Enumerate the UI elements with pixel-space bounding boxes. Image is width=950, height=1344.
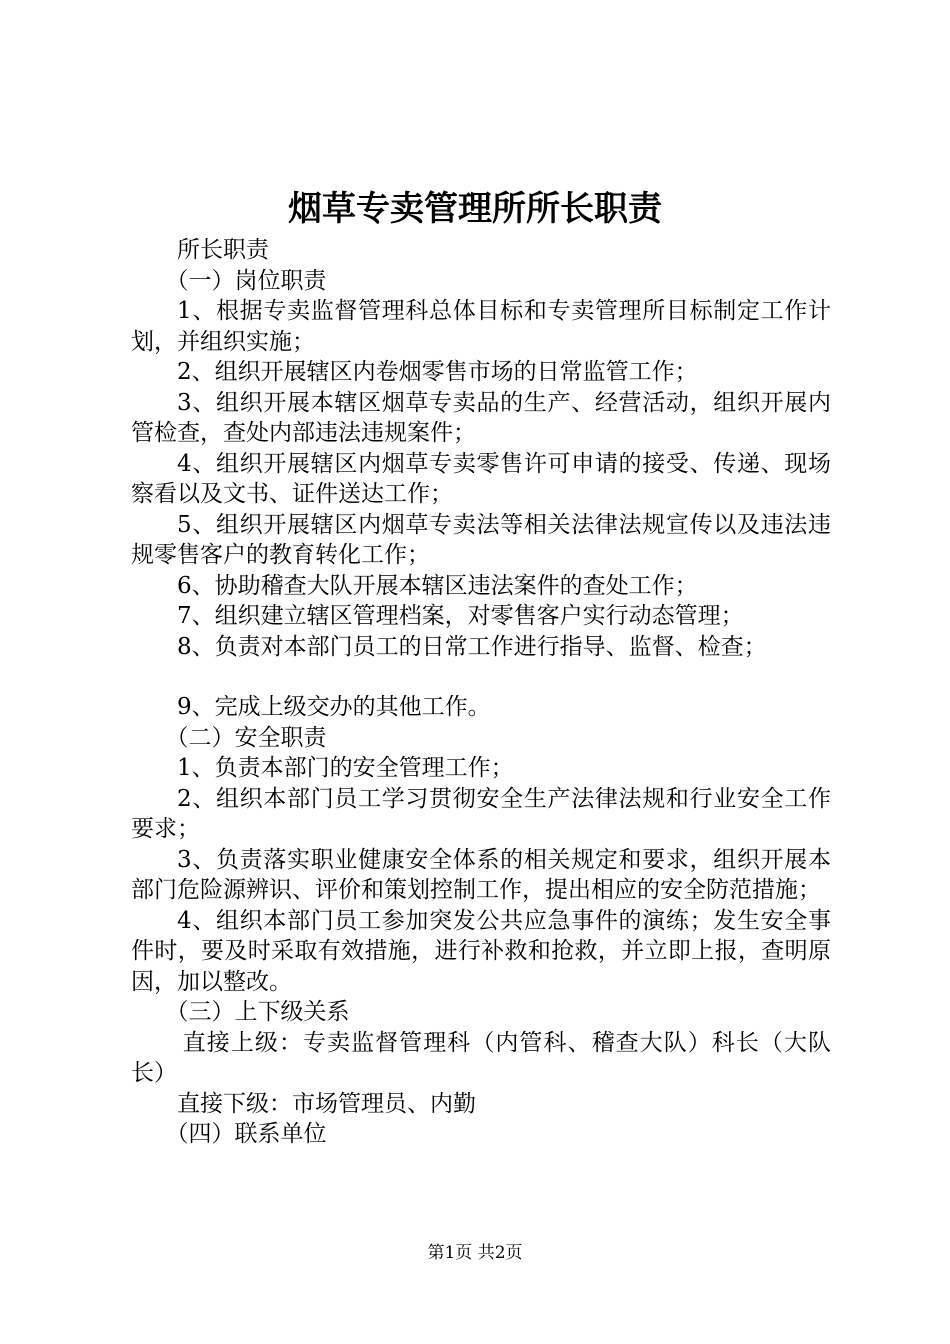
paragraph-heading-main: 所长职责 xyxy=(177,237,269,263)
section-heading-contacts: （四）联系单位 xyxy=(165,1121,327,1147)
paragraph-safety-4: 4、组织本部门员工参加突发公共应急事件的演练；发生安全事件时，要及时采取有效措施，进行补救和抢救，并立即上报，查明原因，加以整改。 xyxy=(131,907,831,995)
section-heading-safety-duties: （二）安全职责 xyxy=(165,724,327,751)
section-heading-relations: （三）上下级关系 xyxy=(165,999,350,1025)
paragraph-direct-subordinate: 直接下级：市场管理员、内勤 xyxy=(177,1090,476,1117)
paragraph-item-5: 5、组织开展辖区内烟草专卖法等相关法律法规宣传以及违法违规零售客户的教育转化工作； xyxy=(131,511,831,568)
paragraph-item-1: 1、根据专卖监督管理科总体目标和专卖管理所目标制定工作计划，并组织实施； xyxy=(131,298,831,355)
paragraph-item-4: 4、组织开展辖区内烟草专卖零售许可申请的接受、传递、现场察看以及文书、证件送达工作； xyxy=(131,450,831,507)
paragraph-safety-2: 2、组织本部门员工学习贯彻安全生产法律法规和行业安全工作要求； xyxy=(131,785,831,842)
paragraph-item-6: 6、协助稽查大队开展本辖区违法案件的查处工作； xyxy=(177,572,698,599)
document-title: 烟草专卖管理所所长职责 xyxy=(288,189,662,229)
paragraph-safety-1: 1、负责本部门的安全管理工作； xyxy=(177,755,514,781)
paragraph-direct-superior: 直接上级：专卖监督管理科（内管科、稽查大队）科长（大队长） xyxy=(131,1029,831,1086)
page-footer: 第1页 共2页 xyxy=(427,1243,523,1263)
paragraph-item-2: 2、组织开展辖区内卷烟零售市场的日常监管工作； xyxy=(177,359,698,385)
section-heading-post-duties: （一）岗位职责 xyxy=(165,267,327,294)
paragraph-item-3: 3、组织开展本辖区烟草专卖品的生产、经营活动，组织开展内管检查，查处内部违法违规案件； xyxy=(131,389,831,446)
paragraph-safety-3: 3、负责落实职业健康安全体系的相关规定和要求，组织开展本部门危险源辨识、评价和策划控制工作，提出相应的安全防范措施； xyxy=(131,846,831,903)
paragraph-item-8: 8、负责对本部门员工的日常工作进行指导、监督、检查； xyxy=(177,633,767,660)
blank-line xyxy=(131,662,831,692)
paragraph-item-7: 7、组织建立辖区管理档案，对零售客户实行动态管理； xyxy=(177,603,744,629)
paragraph-item-9: 9、完成上级交办的其他工作。 xyxy=(177,694,491,720)
document-body xyxy=(131,235,831,1150)
